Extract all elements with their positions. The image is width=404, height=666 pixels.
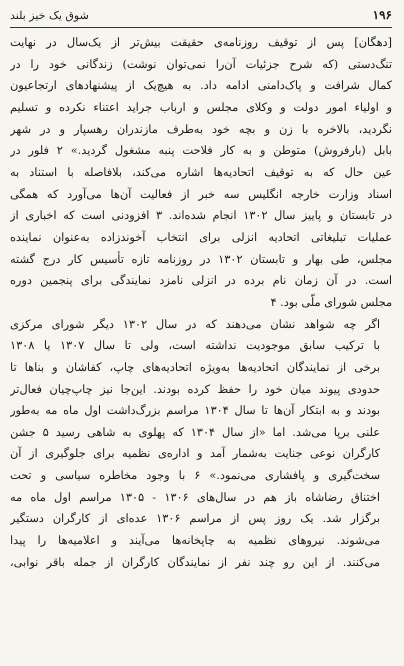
text-line: برخی از نمایندگان اتحادیه‌ها به‌ویژه اتحادیه‌های چاپ، کفاشان و بناها تا [10, 360, 380, 374]
text-line: مجلس، طی بهار و تابستان ۱۳۰۲ در روزنامه تازه تأسیس کار درج گشته [10, 252, 392, 266]
paragraph [10, 314, 392, 574]
text-line: بابل (بارفروش) متوطن و به کار فلاحت پنبه مشغول گردید.» ۲ فلور در [10, 144, 392, 158]
text-line: می‌شوند. نیروهای نظمیه به چاپخانه‌ها می‌آیند و اعلامیه‌ها را پیدا [10, 534, 380, 548]
header-rule [10, 27, 392, 28]
text-line: حدودی پیوند میان خود را حفظ کرده بودند. این‌جا نیز چاپ‌چیان فعال‌تر [10, 382, 380, 396]
paragraph [10, 32, 392, 314]
text-line: عین حال که به توقیف اتحادیه‌ها اشاره می‌کند، بلافاصله با استناد به [10, 165, 392, 179]
text-line: اگر چه شواهد نشان می‌دهند که در سال ۱۳۰۲ دیگر شورای مرکزی [10, 317, 380, 331]
text-line: اختناق رضاشاه باز هم در سال‌های ۱۳۰۶ - ۱۳۰۵ مراسم اول ماه مه [10, 490, 380, 504]
page-body [10, 32, 392, 662]
text-line: در تابستان و پاییز سال ۱۳۰۲ انجام شده‌اند. ۳ افزودنی است که اخباری از [10, 209, 392, 223]
text-line: برگزار شد. یک روز پس از مراسم ۱۳۰۶ عده‌ای از کارگران دستگیر [10, 512, 381, 526]
page-number: ۱۹۶ [372, 8, 392, 22]
running-title: شوق یک خیز بلند [10, 8, 89, 22]
text-line: [دهگان] پس از توقیف روزنامه‌ی حقیقت بیش‌تر از یک‌سال در نهایت [10, 36, 392, 49]
text-line: سخت‌گیری و پافشاری می‌نمود.» ۶ با وجود مخاطره سیاسی و تحت [10, 469, 380, 483]
text-line: عملیات تبلیغاتی اتحادیه انزلی برای انتخاب آخوندزاده به‌عنوان نماینده [10, 230, 392, 244]
text-line: مجلس شورای ملّی بود. ۴ [270, 295, 392, 309]
page-header [10, 6, 392, 24]
text-line: با ترکیب سابق موجودیت نداشته است، ولی تا سال ۱۳۰۷ یا ۱۳۰۸ [10, 339, 380, 353]
text-line: نگردید، بالاخره با زن و بچه خود به‌طرف مازندران رهسپار و در شهر [10, 122, 392, 136]
text-line: علنی برپا می‌شد. اما «از سال ۱۳۰۴ که پهلوی به شاهی رسید ۵ جشن [10, 425, 380, 439]
text-line: است. در آن زمان نام برده در انزلی نامزد نمایندگی برای پنجمین دوره [10, 274, 392, 288]
text-line: اسناد وزارت خارجه انگلیس سه خبر از فعالیت آن‌ها می‌آورد که همگی [10, 187, 392, 201]
text-line: بودند و به ابتکار آن‌ها تا سال ۱۳۰۴ مراسم بزرگ‌داشت اول ماه مه به‌طور [10, 404, 380, 418]
text-line: کارگران نوعی جنایت به‌شمار آمد و اداره‌ی نظمیه برای جلوگیری از آن [10, 447, 380, 461]
text-line: می‌کنند. از این رو چند نفر از نمایندگان کارگران از جمله باقر نوابی، [10, 555, 380, 569]
text-line: و اولیاء امور دولت و وکلای مجلس و ارباب جراید اعتناء نکرده و تسلیم [10, 100, 392, 114]
text-line: کمال شرافت و پاک‌دامنی ادامه داد. به هیچ‌یک از پیشنهادهای ارتجاعیون [10, 79, 392, 93]
text-line: تنگ‌دستی (که شرح جزئیات آن‌را نمی‌توان نوشت) زندگانی خود را در [10, 57, 392, 71]
